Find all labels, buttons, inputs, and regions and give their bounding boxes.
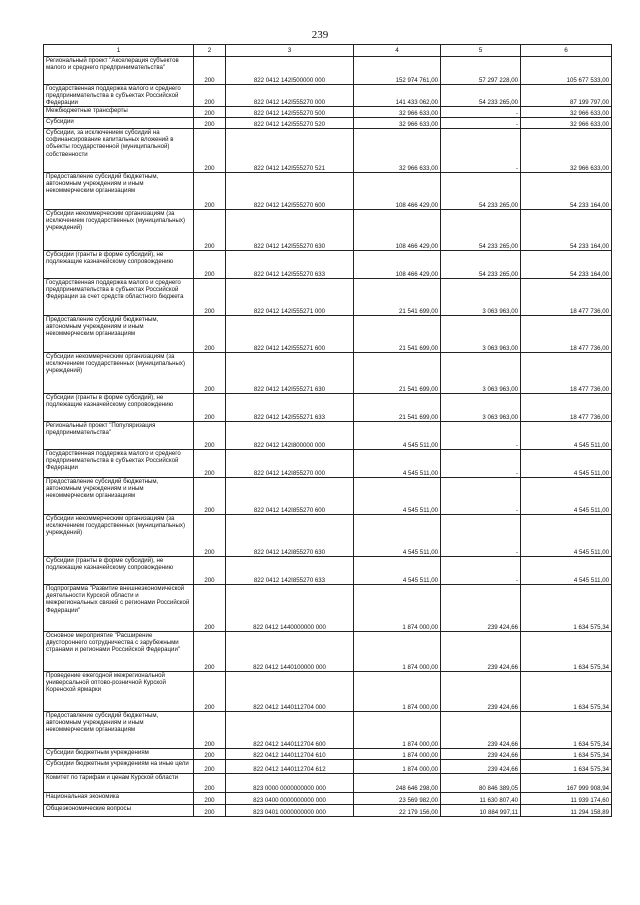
cell-v5: 54 233 265,00	[441, 210, 521, 251]
table-row	[44, 173, 612, 210]
cell-name: Межбюджетные трансферты	[44, 107, 194, 118]
cell-col2: 200	[194, 422, 226, 450]
cell-v6: 32 966 633,00	[521, 107, 612, 118]
cell-name: Комитет по тарифам и ценам Курской области	[44, 774, 194, 793]
cell-v4: 4 545 511,00	[354, 515, 441, 557]
cell-code: 822 0412 142I555270 521	[226, 129, 354, 173]
cell-v5: 239 424,66	[441, 760, 521, 774]
cell-name: Национальная экономика	[44, 793, 194, 805]
cell-v6: 4 545 511,00	[521, 450, 612, 478]
cell-name: Субсидии некоммерческим организациям (за исключением государственных (муниципальных) учреждений)	[44, 210, 194, 251]
table-row	[44, 632, 612, 672]
cell-col2: 200	[194, 632, 226, 672]
cell-name: Субсидии некоммерческим организациям (за исключением государственных (муниципальных) учреждений)	[44, 515, 194, 557]
table-row	[44, 557, 612, 585]
cell-code: 822 0412 142I855270 633	[226, 557, 354, 585]
cell-code: 822 0412 142I555271 633	[226, 394, 354, 422]
cell-col2: 200	[194, 251, 226, 279]
cell-name: Субсидии	[44, 118, 194, 129]
header-row	[44, 45, 612, 57]
cell-v4: 21 541 699,00	[354, 316, 441, 353]
table-row	[44, 316, 612, 353]
cell-col2: 200	[194, 210, 226, 251]
cell-v6: 54 233 164,00	[521, 251, 612, 279]
cell-v6: 18 477 736,00	[521, 353, 612, 394]
cell-v4: 23 569 982,00	[354, 793, 441, 805]
cell-code: 822 0412 142I555271 630	[226, 353, 354, 394]
table-row	[44, 394, 612, 422]
cell-v6: 4 545 511,00	[521, 557, 612, 585]
cell-name: Субсидии некоммерческим организациям (за исключением государственных (муниципальных) учреждений)	[44, 353, 194, 394]
cell-v5: 80 846 389,05	[441, 774, 521, 793]
cell-name: Проведение ежегодной межрегиональной универсальной оптово-розничной Курской Коренской ярмарки	[44, 672, 194, 712]
cell-v4: 1 874 000,00	[354, 760, 441, 774]
cell-v5: 10 884 997,11	[441, 805, 521, 817]
cell-v6: 1 634 575,34	[521, 712, 612, 749]
cell-v5: 3 063 963,00	[441, 353, 521, 394]
cell-code: 822 0412 142I555271 600	[226, 316, 354, 353]
cell-code: 822 0412 142I555270 520	[226, 118, 354, 129]
table-row	[44, 478, 612, 515]
cell-v5: -	[441, 478, 521, 515]
cell-code: 822 0412 142I555270 633	[226, 251, 354, 279]
cell-code: 822 0412 142I800000 000	[226, 422, 354, 450]
cell-name: Субсидии бюджетным учреждениям на иные цели	[44, 760, 194, 774]
cell-v5: 239 424,66	[441, 672, 521, 712]
cell-v4: 4 545 511,00	[354, 422, 441, 450]
cell-v5: 54 233 265,00	[441, 173, 521, 210]
cell-v6: 4 545 511,00	[521, 422, 612, 450]
table-body	[44, 57, 612, 817]
cell-col2: 200	[194, 279, 226, 316]
cell-name: Субсидии бюджетным учреждениям	[44, 749, 194, 760]
cell-col2: 200	[194, 712, 226, 749]
cell-v5: -	[441, 450, 521, 478]
cell-v6: 18 477 736,00	[521, 279, 612, 316]
cell-code: 822 0412 142I855270 000	[226, 450, 354, 478]
cell-v5: 239 424,66	[441, 585, 521, 632]
cell-col2: 200	[194, 805, 226, 817]
cell-code: 823 0400 0000000000 000	[226, 793, 354, 805]
cell-name: Региональный проект "Акселерация субъектов малого и среднего предпринимательства"	[44, 57, 194, 85]
cell-v6: 1 634 575,34	[521, 585, 612, 632]
cell-code: 822 0412 142I855270 630	[226, 515, 354, 557]
cell-name: Государственная поддержка малого и среднего предпринимательства в субъектах Российской Федерации	[44, 85, 194, 107]
cell-col2: 200	[194, 793, 226, 805]
cell-v6: 87 199 797,00	[521, 85, 612, 107]
cell-v6: 1 634 575,34	[521, 749, 612, 760]
cell-col2: 200	[194, 774, 226, 793]
cell-v6: 167 999 908,94	[521, 774, 612, 793]
cell-v4: 21 541 699,00	[354, 279, 441, 316]
cell-v6: 1 634 575,34	[521, 672, 612, 712]
table-row	[44, 793, 612, 805]
cell-v5: -	[441, 107, 521, 118]
cell-name: Субсидии, за исключением субсидий на софинансирование капитальных вложений в объекты государственной (муниципальной) собственности	[44, 129, 194, 173]
cell-v4: 1 874 000,00	[354, 585, 441, 632]
cell-v4: 1 874 000,00	[354, 672, 441, 712]
column-header: 3	[226, 45, 354, 57]
cell-name: Общеэкономические вопросы	[44, 805, 194, 817]
cell-v6: 11 294 158,89	[521, 805, 612, 817]
column-header: 2	[194, 45, 226, 57]
column-header: 6	[521, 45, 612, 57]
cell-code: 822 0412 1440100000 000	[226, 632, 354, 672]
cell-v4: 108 466 429,00	[354, 210, 441, 251]
cell-v4: 4 545 511,00	[354, 478, 441, 515]
cell-v4: 4 545 511,00	[354, 450, 441, 478]
cell-name: Государственная поддержка малого и среднего предпринимательства в субъектах Российской Федерации	[44, 450, 194, 478]
table-row	[44, 422, 612, 450]
cell-v4: 21 541 699,00	[354, 353, 441, 394]
table-row	[44, 712, 612, 749]
cell-v6: 4 545 511,00	[521, 515, 612, 557]
cell-code: 822 0412 1440112704 610	[226, 749, 354, 760]
cell-col2: 200	[194, 57, 226, 85]
cell-v4: 152 974 761,00	[354, 57, 441, 85]
cell-name: Предоставление субсидий бюджетным, автономным учреждениям и иным некоммерческим организациям	[44, 478, 194, 515]
cell-col2: 200	[194, 129, 226, 173]
cell-name: Государственная поддержка малого и среднего предпринимательства в субъектах Российской Федерации за счет средств областного бюджета	[44, 279, 194, 316]
column-header: 4	[354, 45, 441, 57]
cell-v4: 1 874 000,00	[354, 712, 441, 749]
cell-name: Субсидии (гранты в форме субсидий), не подлежащие казначейскому сопровождению	[44, 557, 194, 585]
cell-col2: 200	[194, 760, 226, 774]
cell-code: 822 0412 1440112704 000	[226, 672, 354, 712]
table-row	[44, 450, 612, 478]
table-row	[44, 760, 612, 774]
cell-v6: 4 545 511,00	[521, 478, 612, 515]
table-row	[44, 85, 612, 107]
cell-v5: 3 063 963,00	[441, 394, 521, 422]
table-row	[44, 57, 612, 85]
cell-v5: -	[441, 422, 521, 450]
table-row	[44, 515, 612, 557]
cell-code: 823 0401 0000000000 000	[226, 805, 354, 817]
table-row	[44, 210, 612, 251]
table-row	[44, 774, 612, 793]
cell-v5: -	[441, 557, 521, 585]
cell-col2: 200	[194, 478, 226, 515]
cell-code: 822 0412 1440000000 000	[226, 585, 354, 632]
cell-col2: 200	[194, 118, 226, 129]
cell-v5: 11 630 807,40	[441, 793, 521, 805]
cell-col2: 200	[194, 107, 226, 118]
cell-name: Предоставление субсидий бюджетным, автономным учреждениям и иным некоммерческим организациям	[44, 316, 194, 353]
table-row	[44, 672, 612, 712]
cell-v4: 248 646 298,00	[354, 774, 441, 793]
column-header: 5	[441, 45, 521, 57]
cell-name: Предоставление субсидий бюджетным, автономным учреждениям и иным некоммерческим организациям	[44, 173, 194, 210]
table-row	[44, 279, 612, 316]
table-row	[44, 129, 612, 173]
cell-v4: 32 966 633,00	[354, 107, 441, 118]
table-row	[44, 251, 612, 279]
cell-v6: 54 233 164,00	[521, 173, 612, 210]
cell-v5: -	[441, 118, 521, 129]
cell-name: Субсидии (гранты в форме субсидий), не подлежащие казначейскому сопровождению	[44, 251, 194, 279]
table-row	[44, 118, 612, 129]
cell-v5: 239 424,66	[441, 749, 521, 760]
cell-v6: 1 634 575,34	[521, 760, 612, 774]
cell-col2: 200	[194, 585, 226, 632]
cell-name: Подпрограмма "Развитие внешнеэкономической деятельности Курской области и межрегиональных связей с регионами Российской Федерации"	[44, 585, 194, 632]
cell-col2: 200	[194, 749, 226, 760]
cell-col2: 200	[194, 557, 226, 585]
cell-v4: 108 466 429,00	[354, 251, 441, 279]
table-header	[44, 45, 612, 57]
cell-v4: 108 466 429,00	[354, 173, 441, 210]
cell-name: Предоставление субсидий бюджетным, автономным учреждениям и иным некоммерческим организациям	[44, 712, 194, 749]
cell-v4: 141 433 062,00	[354, 85, 441, 107]
budget-table	[43, 44, 612, 817]
cell-v5: 239 424,66	[441, 632, 521, 672]
table-row	[44, 585, 612, 632]
cell-col2: 200	[194, 173, 226, 210]
cell-v4: 21 541 699,00	[354, 394, 441, 422]
cell-col2: 200	[194, 672, 226, 712]
cell-col2: 200	[194, 450, 226, 478]
cell-col2: 200	[194, 394, 226, 422]
cell-v5: 54 233 265,00	[441, 251, 521, 279]
cell-col2: 200	[194, 515, 226, 557]
cell-code: 822 0412 142I555270 500	[226, 107, 354, 118]
cell-code: 822 0412 142I555270 600	[226, 173, 354, 210]
cell-name: Региональный проект "Популяризация предпринимательства"	[44, 422, 194, 450]
cell-v4: 1 874 000,00	[354, 632, 441, 672]
cell-v6: 105 677 533,00	[521, 57, 612, 85]
cell-v4: 4 545 511,00	[354, 557, 441, 585]
page-number: 239	[311, 29, 329, 41]
cell-code: 822 0412 1440112704 612	[226, 760, 354, 774]
cell-v5: 239 424,66	[441, 712, 521, 749]
cell-v4: 32 966 633,00	[354, 129, 441, 173]
cell-v4: 1 874 000,00	[354, 749, 441, 760]
cell-v6: 11 939 174,60	[521, 793, 612, 805]
cell-v5: -	[441, 515, 521, 557]
cell-col2: 200	[194, 316, 226, 353]
table-row	[44, 805, 612, 817]
table-row	[44, 353, 612, 394]
cell-v4: 32 966 633,00	[354, 118, 441, 129]
table-row	[44, 107, 612, 118]
cell-v6: 54 233 164,00	[521, 210, 612, 251]
cell-code: 822 0412 1440112704 600	[226, 712, 354, 749]
cell-v6: 32 966 633,00	[521, 118, 612, 129]
table-row	[44, 749, 612, 760]
cell-v6: 1 634 575,34	[521, 632, 612, 672]
cell-code: 822 0412 142I555270 630	[226, 210, 354, 251]
column-header: 1	[44, 45, 194, 57]
cell-v6: 18 477 736,00	[521, 394, 612, 422]
cell-code: 822 0412 142I855270 600	[226, 478, 354, 515]
cell-v5: -	[441, 129, 521, 173]
cell-v4: 22 179 156,00	[354, 805, 441, 817]
cell-v6: 18 477 736,00	[521, 316, 612, 353]
cell-name: Основное мероприятие "Расширение двустороннего сотрудничества с зарубежными странами и регионами Российской Федерации"	[44, 632, 194, 672]
cell-v5: 54 233 265,00	[441, 85, 521, 107]
cell-v6: 32 966 633,00	[521, 129, 612, 173]
cell-code: 823 0000 0000000000 000	[226, 774, 354, 793]
cell-code: 822 0412 142I555271 000	[226, 279, 354, 316]
cell-v5: 3 063 963,00	[441, 279, 521, 316]
cell-col2: 200	[194, 353, 226, 394]
cell-v5: 3 063 963,00	[441, 316, 521, 353]
cell-v5: 57 297 228,00	[441, 57, 521, 85]
cell-code: 822 0412 142I500000 000	[226, 57, 354, 85]
cell-code: 822 0412 142I555270 000	[226, 85, 354, 107]
cell-name: Субсидии (гранты в форме субсидий), не подлежащие казначейскому сопровождению	[44, 394, 194, 422]
cell-col2: 200	[194, 85, 226, 107]
